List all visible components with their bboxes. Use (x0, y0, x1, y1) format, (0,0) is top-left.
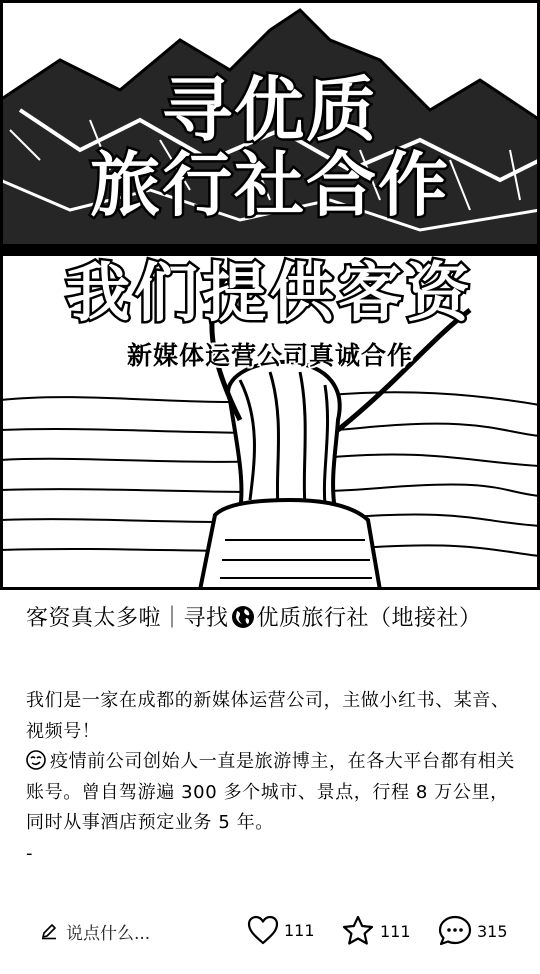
like-button[interactable] (246, 914, 315, 946)
post-paragraph-2-text: 疫情前公司创始人一直是旅游博主，在各大平台都有相关账号。曾自驾游遍 300 多个城市、景点，行程 8 万公里，同时从事酒店预定业务 5 年。 (26, 751, 515, 833)
star-icon (340, 914, 376, 948)
pencil-icon (40, 922, 58, 940)
favorite-count: 111 (380, 921, 411, 941)
globe-icon (231, 605, 255, 629)
like-count: 111 (284, 920, 315, 940)
cover-headline-line2: 旅行社合作 (90, 144, 450, 226)
post-paragraph-1: 我们是一家在成都的新媒体运营公司，主做小红书、某音、视频号！ (26, 690, 510, 742)
comment-button[interactable] (437, 914, 508, 948)
chat-bubble-icon (437, 914, 473, 948)
post-paragraph-2 (26, 747, 521, 839)
comment-input[interactable] (40, 916, 150, 946)
smirk-face-icon (26, 750, 46, 770)
post-title (26, 601, 518, 637)
post-divider: - (26, 842, 34, 864)
comment-count: 315 (477, 921, 508, 941)
post-title-part1: 客资真太多啦｜寻找 (26, 606, 229, 631)
cover-headline-line1: 寻优质 (162, 69, 378, 151)
comment-placeholder: 说点什么... (66, 923, 151, 944)
heart-icon (246, 914, 280, 946)
bottom-action-bar (0, 906, 540, 956)
post-title-part2: 优质旅行社（地接社） (256, 606, 482, 631)
favorite-button[interactable] (340, 914, 411, 948)
cover-headline-line3: 我们提供客资 (66, 257, 474, 331)
post-body (26, 686, 521, 869)
cover-subheadline: 新媒体运营公司真诚合作 (126, 341, 413, 370)
